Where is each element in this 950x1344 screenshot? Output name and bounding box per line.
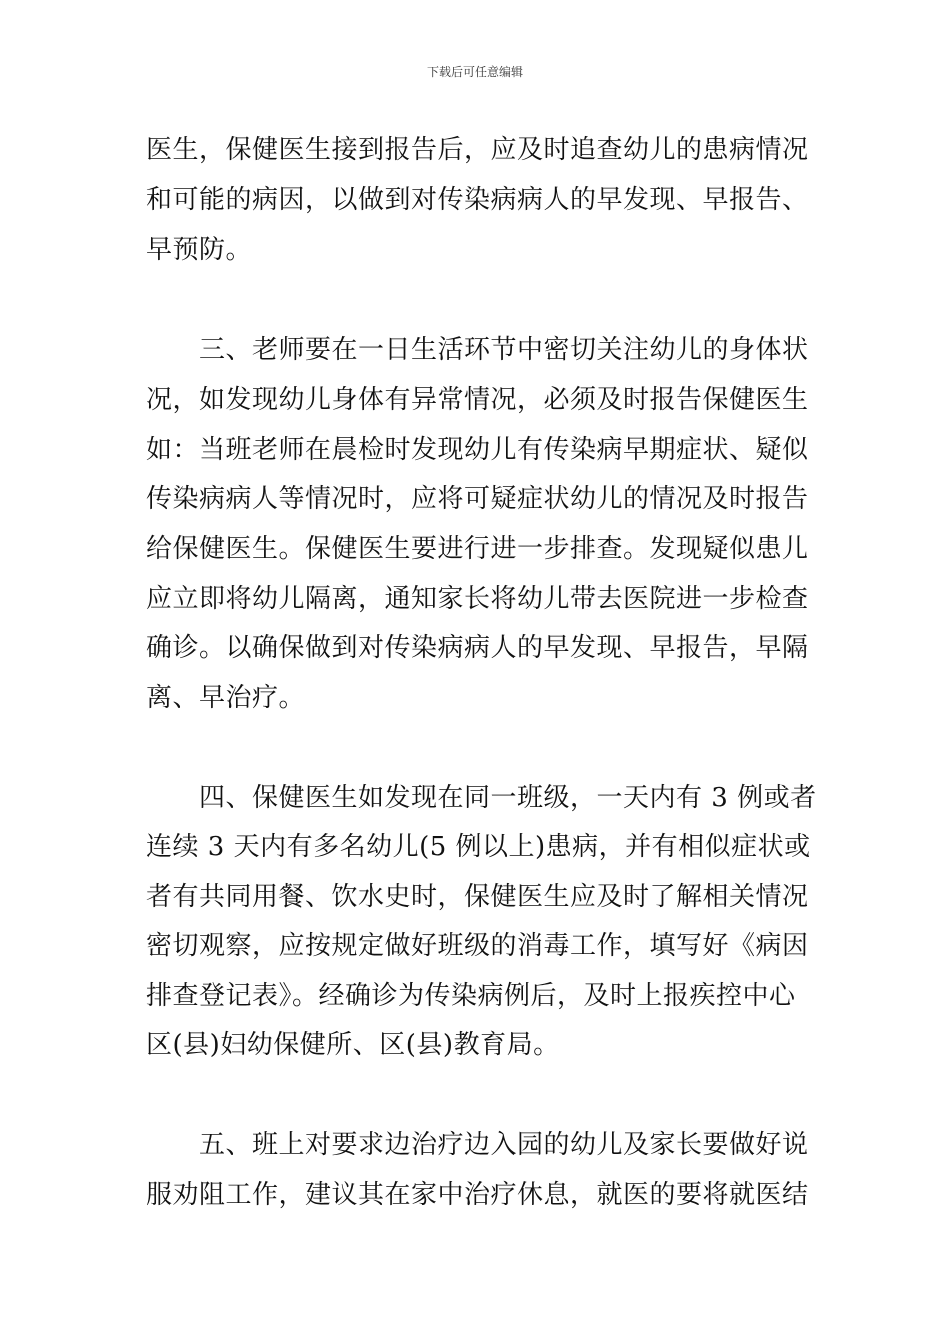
text-line: 五、班上对要求边治疗边入园的幼儿及家长要做好说 [146,1130,809,1160]
text-line: 况，如发现幼儿身体有异常情况，必须及时报告保健医生 [146,385,809,415]
text-line: 服劝阻工作，建议其在家中治疗休息，就医的要将就医结 [146,1180,809,1210]
text-line: 如：当班老师在晨检时发现幼儿有传染病早期症状、疑似 [146,435,809,465]
text-line: 离、早治疗。 [146,683,306,713]
text-line: 三、老师要在一日生活环节中密切关注幼儿的身体状 [146,335,809,365]
text-line: 连续 3 天内有多名幼儿(5 例以上)患病，并有相似症状或 [146,832,811,862]
text-line: 医生，保健医生接到报告后，应及时追查幼儿的患病情况 [146,135,809,165]
text-line: 给保健医生。保健医生要进行进一步排查。发现疑似患儿 [146,534,809,564]
text-line: 确诊。以确保做到对传染病病人的早发现、早报告，早隔 [146,633,809,663]
page-header: 下载后可任意编辑 [426,65,523,79]
text-line: 和可能的病因，以做到对传染病病人的早发现、早报告、 [146,185,809,215]
text-line: 者有共同用餐、饮水史时，保健医生应及时了解相关情况 [146,882,809,912]
text-line: 排查登记表》。经确诊为传染病例后，及时上报疾控中心 [146,981,796,1011]
text-line: 应立即将幼儿隔离，通知家长将幼儿带去医院进一步检查 [146,584,809,614]
text-line: 四、保健医生如发现在同一班级，一天内有 3 例或者 [146,783,817,813]
text-line: 早预防。 [146,235,253,265]
text-line: 传染病病人等情况时，应将可疑症状幼儿的情况及时报告 [146,484,809,514]
text-line: 区(县)妇幼保健所、区(县)教育局。 [146,1030,560,1060]
text-line: 密切观察，应按规定做好班级的消毒工作，填写好《病因 [146,931,809,961]
